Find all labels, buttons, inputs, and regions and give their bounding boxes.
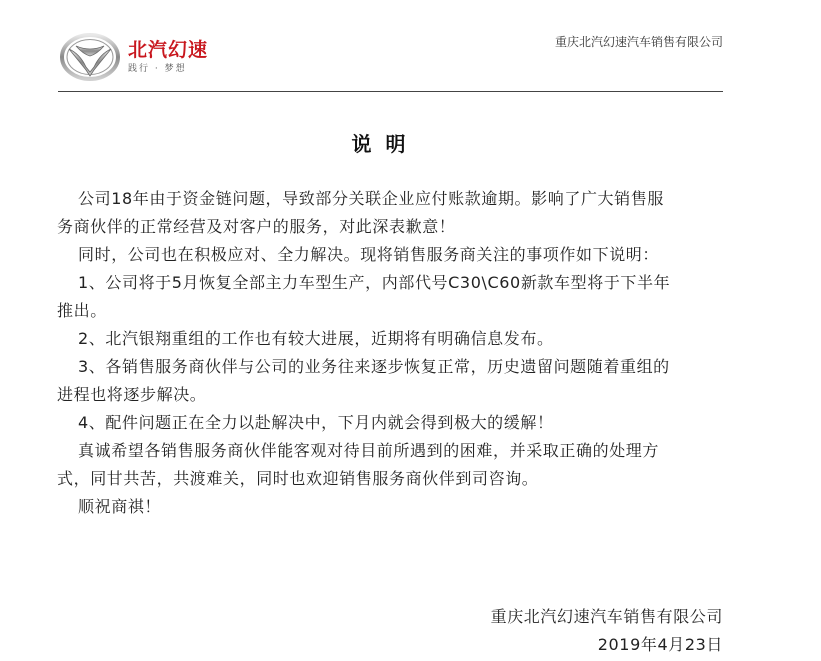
paragraph-line: 2、北汽银翔重组的工作也有较大进展，近期将有明确信息发布。: [78, 329, 554, 348]
paragraph-line: 顺祝商祺！: [78, 497, 162, 516]
signature-date: 2019年4月23日: [597, 635, 723, 654]
paragraph-line: 4、配件问题正在全力以赴解决中，下月内就会得到极大的缓解！: [78, 413, 554, 432]
header-company-name: 重庆北汽幻速汽车销售有限公司: [554, 35, 723, 49]
paragraph-line: 1、公司将于5月恢复全部主力车型生产，内部代号C30\C60新款车型将于下半年: [78, 273, 671, 292]
signature-block: [491, 603, 723, 659]
signature-company: 重庆北汽幻速汽车销售有限公司: [490, 607, 723, 626]
brand-emblem-icon: [60, 32, 120, 82]
paragraph-line: 3、各销售服务商伙伴与公司的业务往来逐步恢复正常，历史遗留问题随着重组的: [78, 357, 670, 376]
brand-slogan: 践行 · 梦想: [128, 64, 187, 74]
paragraph-line: 进程也将逐步解决。: [57, 385, 207, 404]
paragraph-line: 真诚希望各销售服务商伙伴能客观对待目前所遇到的困难，并采取正确的处理方: [78, 441, 660, 460]
paragraph-line: 推出。: [57, 301, 107, 320]
brand-name: 北汽幻速: [128, 39, 209, 61]
paragraph-line: 式，同甘共苦，共渡难关，同时也欢迎销售服务商伙伴到司咨询。: [57, 469, 539, 488]
brand-logo: [60, 28, 250, 86]
document-body: [57, 185, 728, 521]
paragraph-line: 同时，公司也在积极应对、全力解决。现将销售服务商关注的事项作如下说明：: [78, 245, 660, 264]
page-title: 说明: [351, 132, 420, 156]
paragraph-line: 务商伙伴的正常经营及对客户的服务，对此深表歉意！: [57, 217, 456, 236]
paragraph-line: 公司18年由于资金链问题，导致部分关联企业应付账款逾期。影响了广大销售服: [78, 189, 664, 208]
header-divider: [58, 91, 723, 92]
